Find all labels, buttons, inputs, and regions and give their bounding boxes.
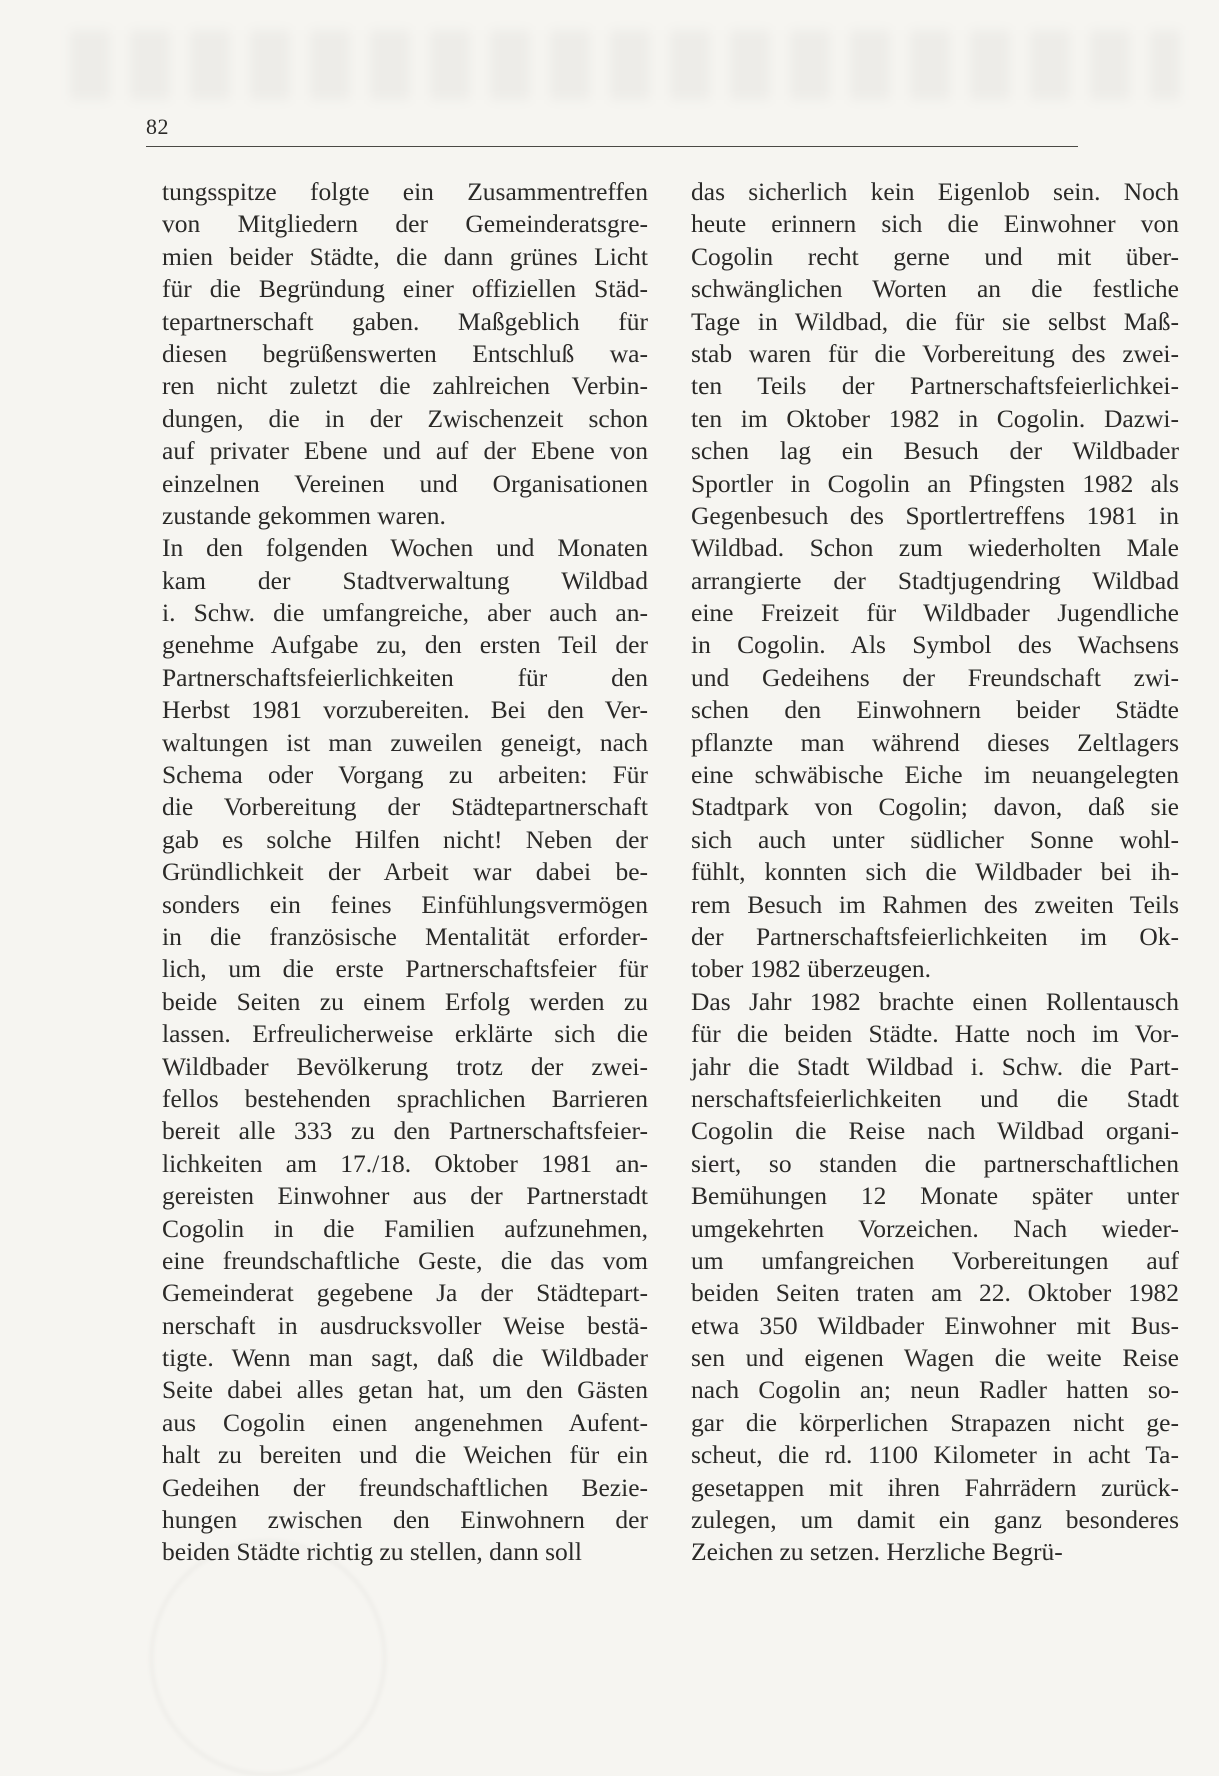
text-line: eine Freizeit für Wildbader Jugendliche bbox=[691, 598, 1179, 628]
text-line: heute erinnern sich die Einwohner von bbox=[691, 209, 1179, 239]
page-number: 82 bbox=[146, 114, 169, 139]
text-line: ten Teils der Partnerschaftsfeierlichkei- bbox=[691, 371, 1179, 401]
text-line: Gegenbesuch des Sportlertreffens 1981 in bbox=[691, 500, 1179, 530]
text-line: tungsspitze folgte ein Zusammentreffen bbox=[162, 177, 648, 206]
text-line: umgekehrten Vorzeichen. Nach wieder- bbox=[691, 1213, 1179, 1243]
text-line: gereisten Einwohner aus der Partnerstadt bbox=[162, 1181, 648, 1211]
text-line: Schema oder Vorgang zu arbeiten: Für bbox=[162, 760, 648, 790]
text-line: hungen zwischen den Einwohnern der bbox=[162, 1505, 648, 1535]
text-line: von Mitgliedern der Gemeinderatsgre- bbox=[162, 209, 648, 239]
text-line: fühlt, konnten sich die Wildbader bei ih- bbox=[691, 857, 1179, 887]
text-line: das sicherlich kein Eigenlob sein. Noch bbox=[691, 177, 1179, 206]
text-line: für die Begründung einer offiziellen Städ- bbox=[162, 274, 648, 304]
text-line: um umfangreichen Vorbereitungen auf bbox=[691, 1245, 1179, 1275]
text-line: ren nicht zuletzt die zahlreichen Verbin- bbox=[162, 371, 648, 401]
text-line: Wildbad. Schon zum wiederholten Male bbox=[691, 533, 1179, 563]
text-line: schen den Einwohnern beider Städte bbox=[691, 695, 1179, 725]
text-line: Wildbader Bevölkerung trotz der zwei- bbox=[162, 1051, 648, 1081]
text-line: nach Cogolin an; neun Radler hatten so- bbox=[691, 1375, 1179, 1405]
text-line: stab waren für die Vorbereitung des zwei- bbox=[691, 338, 1179, 368]
text-line: tepartnerschaft gaben. Maßgeblich für bbox=[162, 306, 648, 336]
text-line: Gedeihen der freundschaftlichen Bezie- bbox=[162, 1472, 648, 1502]
text-line: Cogolin in die Familien aufzunehmen, bbox=[162, 1213, 648, 1243]
text-line: Seite dabei alles getan hat, um den Gästen bbox=[162, 1375, 648, 1405]
text-line: gesetappen mit ihren Fahrrädern zurück- bbox=[691, 1472, 1179, 1502]
text-line: beide Seiten zu einem Erfolg werden zu bbox=[162, 986, 648, 1016]
text-line: arrangierte der Stadtjugendring Wildbad bbox=[691, 565, 1179, 595]
text-line: und Gedeihens der Freundschaft zwi- bbox=[691, 662, 1179, 692]
text-line: mien beider Städte, die dann grünes Licht bbox=[162, 241, 648, 271]
text-line: Gründlichkeit der Arbeit war dabei be- bbox=[162, 857, 648, 887]
text-line: lich, um die erste Partnerschaftsfeier für bbox=[162, 954, 648, 984]
text-line: für die beiden Städte. Hatte noch im Vor- bbox=[691, 1019, 1179, 1049]
text-line: ten im Oktober 1982 in Cogolin. Dazwi- bbox=[691, 403, 1179, 433]
bleed-through-heading bbox=[70, 30, 1180, 100]
text-line: die Vorbereitung der Städtepartnerschaft bbox=[162, 792, 648, 822]
text-line: i. Schw. die umfangreiche, aber auch an- bbox=[162, 598, 648, 628]
text-line: scheut, die rd. 1100 Kilometer in acht Ta- bbox=[691, 1440, 1179, 1470]
text-column-right bbox=[691, 176, 1179, 1569]
text-line: fellos bestehenden sprachlichen Barrieren bbox=[162, 1083, 648, 1113]
text-line: Tage in Wildbad, die für sie selbst Maß- bbox=[691, 306, 1179, 336]
text-line: eine freundschaftliche Geste, die das vom bbox=[162, 1245, 648, 1275]
text-line: auf privater Ebene und auf der Ebene von bbox=[162, 436, 648, 466]
text-column-left bbox=[162, 176, 648, 1569]
text-line: sen und eigenen Wagen die weite Reise bbox=[691, 1343, 1179, 1373]
text-line: waltungen ist man zuweilen geneigt, nach bbox=[162, 727, 648, 757]
text-line: rem Besuch im Rahmen des zweiten Teils bbox=[691, 889, 1179, 919]
text-line: jahr die Stadt Wildbad i. Schw. die Part- bbox=[691, 1051, 1179, 1081]
text-line: Bemühungen 12 Monate später unter bbox=[691, 1181, 1179, 1211]
text-line: Cogolin die Reise nach Wildbad organi- bbox=[691, 1116, 1179, 1146]
text-line: sich auch unter südlicher Sonne wohl- bbox=[691, 824, 1179, 854]
text-line: Herbst 1981 vorzubereiten. Bei den Ver- bbox=[162, 695, 648, 725]
text-line: schwänglichen Worten an die festliche bbox=[691, 274, 1179, 304]
text-line: der Partnerschaftsfeierlichkeiten im Ok- bbox=[691, 921, 1179, 951]
bleed-through-seal bbox=[150, 1540, 386, 1776]
text-line: gar die körperlichen Strapazen nicht ge- bbox=[691, 1407, 1179, 1437]
text-line: diesen begrüßenswerten Entschluß wa- bbox=[162, 338, 648, 368]
text-line: pflanzte man während dieses Zeltlagers bbox=[691, 727, 1179, 757]
text-line: Gemeinderat gegebene Ja der Städtepart- bbox=[162, 1278, 648, 1308]
text-line: bereit alle 333 zu den Partnerschaftsfeier- bbox=[162, 1116, 648, 1146]
text-line: in die französische Mentalität erforder- bbox=[162, 921, 648, 951]
text-line: lichkeiten am 17./18. Oktober 1981 an- bbox=[162, 1148, 648, 1178]
text-line: Stadtpark von Cogolin; davon, daß sie bbox=[691, 792, 1179, 822]
text-line: Sportler in Cogolin an Pfingsten 1982 als bbox=[691, 468, 1179, 498]
text-line: tigte. Wenn man sagt, daß die Wildbader bbox=[162, 1343, 648, 1373]
text-line: sonders ein feines Einfühlungsvermögen bbox=[162, 889, 648, 919]
text-line: dungen, die in der Zwischenzeit schon bbox=[162, 403, 648, 433]
text-line: Partnerschaftsfeierlichkeiten für den bbox=[162, 662, 648, 692]
text-line: beiden Seiten traten am 22. Oktober 1982 bbox=[691, 1278, 1179, 1308]
text-line: einzelnen Vereinen und Organisationen bbox=[162, 468, 648, 498]
text-line: in Cogolin. Als Symbol des Wachsens bbox=[691, 630, 1179, 660]
text-line: zustande gekommen waren. bbox=[162, 500, 446, 530]
text-line: In den folgenden Wochen und Monaten bbox=[162, 533, 648, 563]
text-line: etwa 350 Wildbader Einwohner mit Bus- bbox=[691, 1310, 1179, 1340]
header-rule bbox=[146, 146, 1078, 147]
text-line: kam der Stadtverwaltung Wildbad bbox=[162, 565, 648, 595]
text-line: eine schwäbische Eiche im neuangelegten bbox=[691, 760, 1179, 790]
text-line: nerschaftsfeierlichkeiten und die Stadt bbox=[691, 1083, 1179, 1113]
text-line: aus Cogolin einen angenehmen Aufent- bbox=[162, 1407, 648, 1437]
text-line: beiden Städte richtig zu stellen, dann soll bbox=[162, 1537, 582, 1567]
text-line: schen lag ein Besuch der Wildbader bbox=[691, 436, 1179, 466]
text-line: siert, so standen die partnerschaftlichen bbox=[691, 1148, 1179, 1178]
text-line: zulegen, um damit ein ganz besonderes bbox=[691, 1505, 1179, 1535]
text-line: Cogolin recht gerne und mit über- bbox=[691, 241, 1179, 271]
text-line: halt zu bereiten und die Weichen für ein bbox=[162, 1440, 648, 1470]
text-line: genehme Aufgabe zu, den ersten Teil der bbox=[162, 630, 648, 660]
text-line: gab es solche Hilfen nicht! Neben der bbox=[162, 824, 648, 854]
text-line: Das Jahr 1982 brachte einen Rollentausch bbox=[691, 986, 1179, 1016]
text-line: tober 1982 überzeugen. bbox=[691, 954, 932, 984]
text-line: Zeichen zu setzen. Herzliche Begrü- bbox=[691, 1537, 1063, 1567]
text-line: nerschaft in ausdrucksvoller Weise bestä- bbox=[162, 1310, 648, 1340]
text-line: lassen. Erfreulicherweise erklärte sich die bbox=[162, 1019, 648, 1049]
